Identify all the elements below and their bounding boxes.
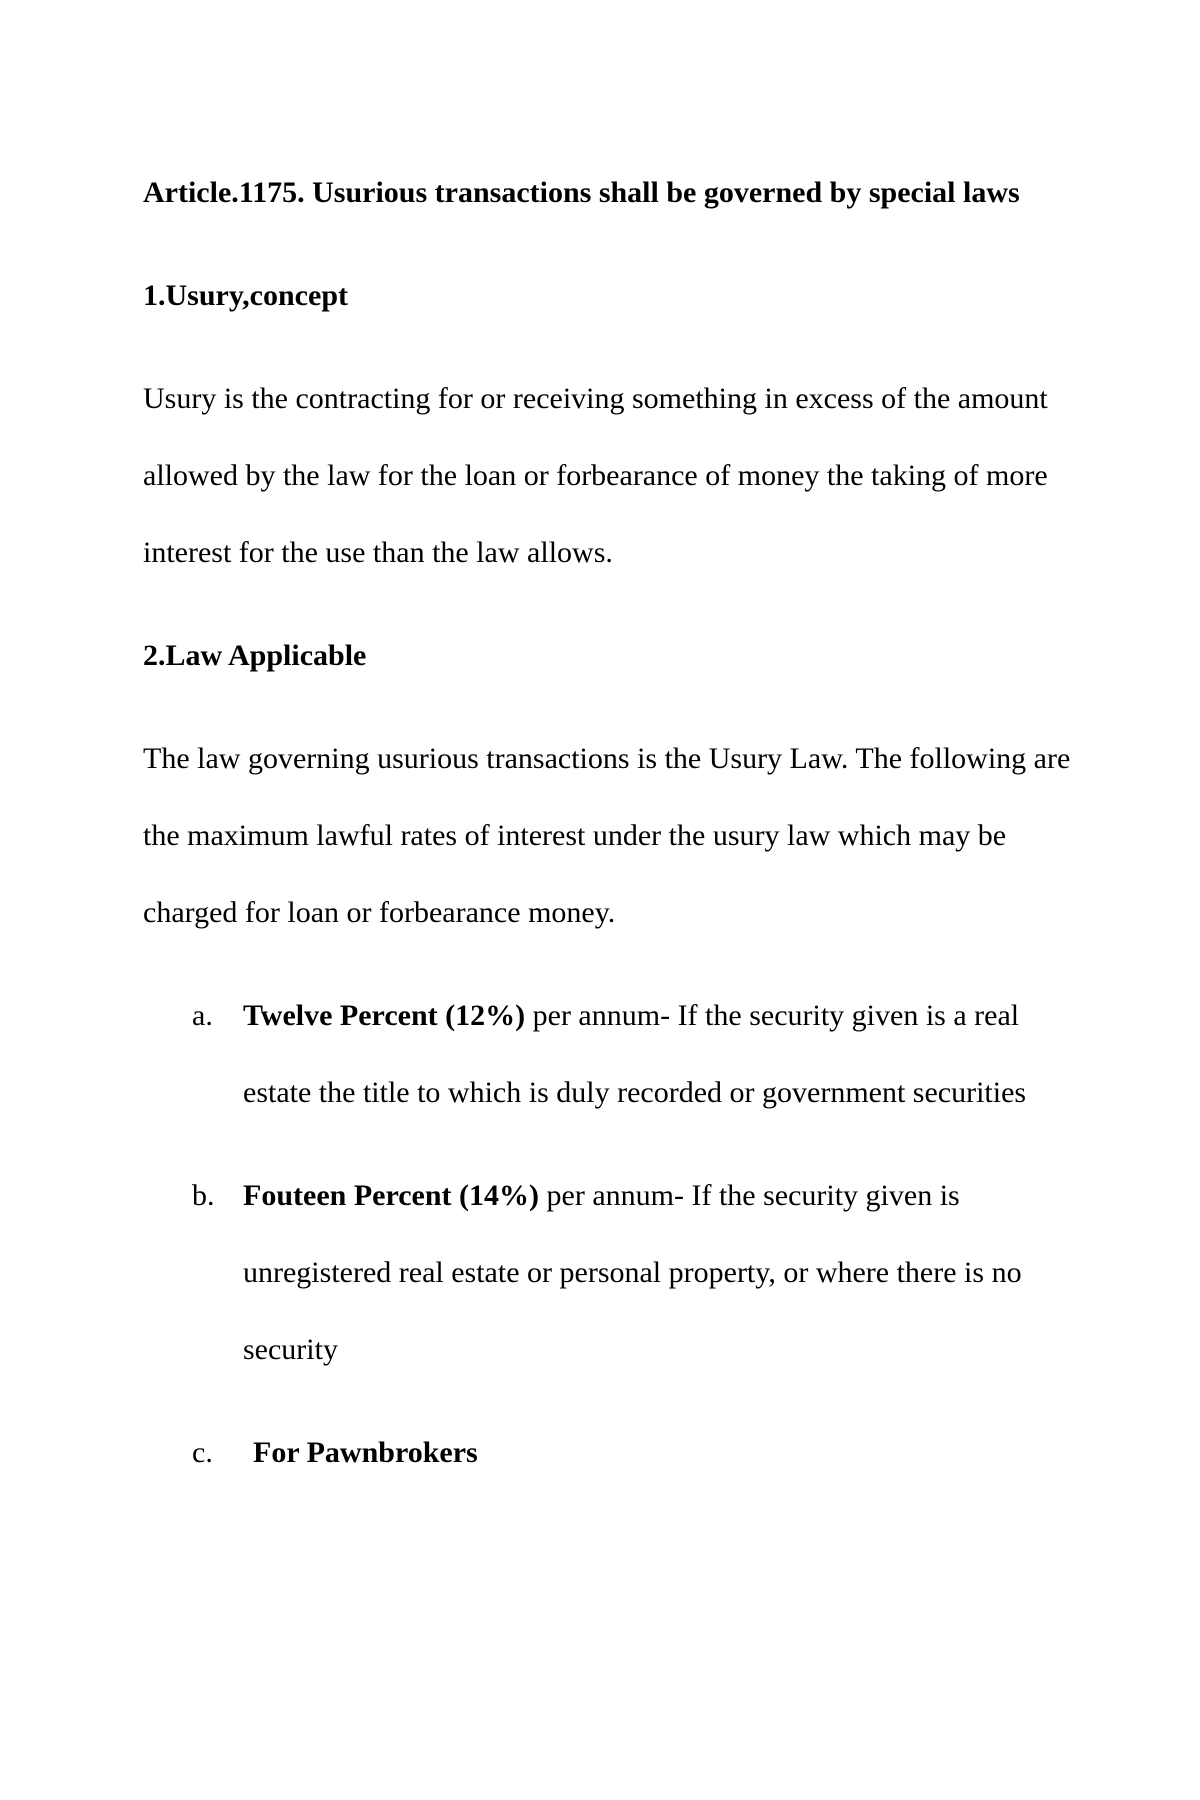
rate-term: For Pawnbrokers — [253, 1436, 478, 1469]
list-item — [143, 977, 1073, 1131]
paragraph-law-governing: The law governing usurious transactions is the Usury Law. The following are the maximum lawful rates of interest under the usury law which may be charged for loan or forbearance money. — [143, 742, 1071, 929]
list-marker: b. — [192, 1179, 215, 1212]
rate-term: Twelve Percent (12%) — [243, 999, 526, 1032]
interest-rate-list — [143, 977, 1073, 1491]
list-item — [143, 1414, 1073, 1491]
rate-description: per annum- If the security given is a real estate the title to which is duly recorded or government securities — [243, 999, 1027, 1109]
rate-description: per annum- If the security given is unregistered real estate or personal property, or where there is no security — [243, 1179, 1022, 1366]
rate-term: Fouteen Percent (14%) — [243, 1179, 540, 1212]
list-marker: a. — [192, 999, 213, 1032]
article-title: Article.1175. Usurious transactions shall be governed by special laws — [143, 176, 1020, 209]
document-body — [143, 154, 1073, 1517]
paragraph-usury-definition: Usury is the contracting for or receiving something in excess of the amount allowed by the law for the loan or forbearance of money the taking of more interest for the use than the law allows. — [143, 382, 1048, 569]
list-marker: c. — [192, 1436, 213, 1469]
list-item — [143, 1157, 1073, 1388]
section-heading-usury-concept: 1.Usury,concept — [143, 279, 348, 312]
section-heading-law-applicable: 2.Law Applicable — [143, 639, 367, 672]
